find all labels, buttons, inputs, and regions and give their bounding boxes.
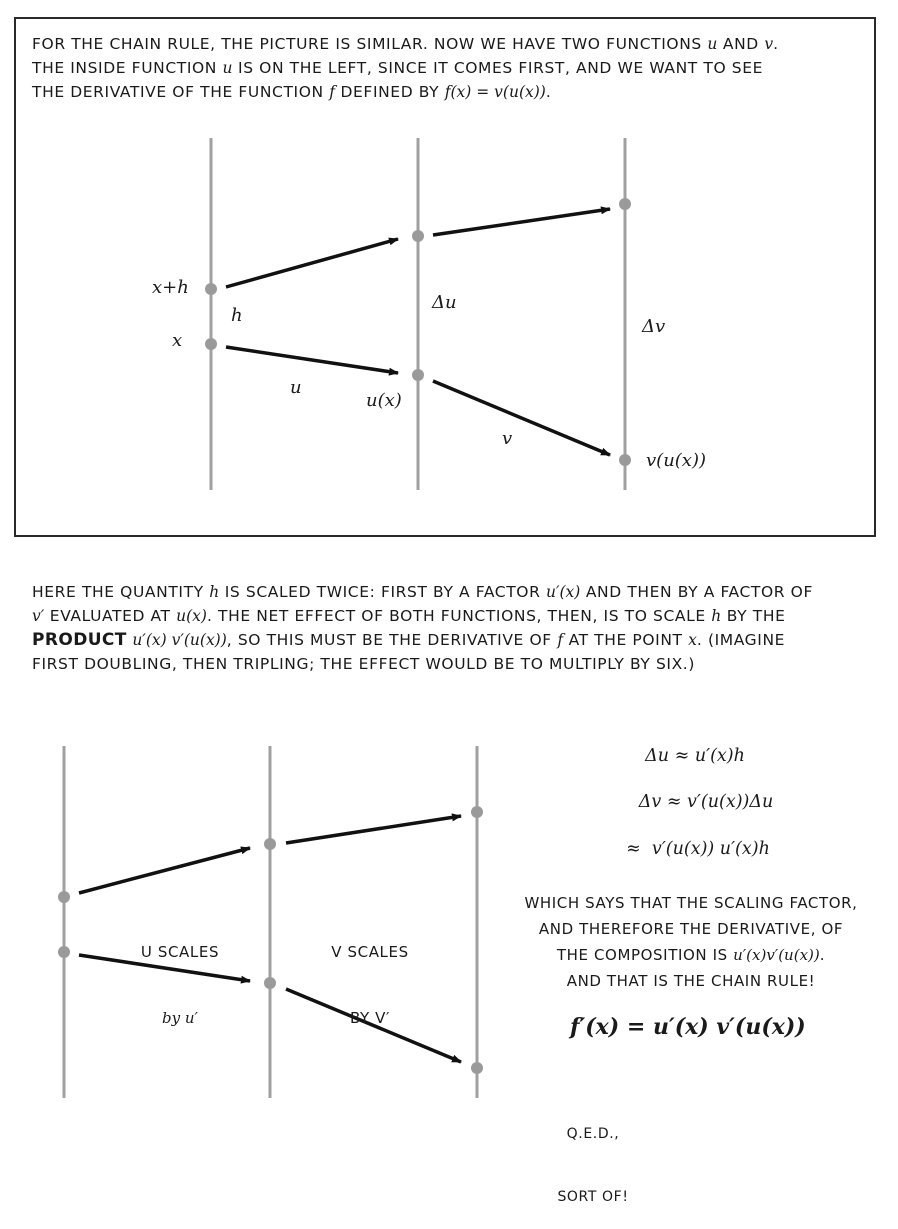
- arrow-p2-upper-2: [286, 816, 461, 843]
- math-expression: f(x) = v(u(x)): [444, 83, 546, 101]
- conclusion-text: [506, 890, 876, 994]
- math-expression: u(x): [176, 607, 207, 625]
- arrow-p2-upper-1: [79, 848, 250, 893]
- point-p2-b: [58, 946, 70, 958]
- math-expression: v: [764, 35, 774, 53]
- label-h: h: [231, 305, 243, 326]
- v-scales-label: [310, 897, 430, 1051]
- arrow-uxh-to-vuxh: [433, 209, 610, 235]
- point-u-x-plus-h: [412, 230, 424, 242]
- math-expression: f: [557, 631, 564, 649]
- equation-2: Δv ≈ v′(u(x))Δu: [638, 792, 774, 812]
- label-u: u: [290, 377, 302, 398]
- math-expression: x: [688, 631, 697, 649]
- label-delta-u: Δu: [432, 292, 457, 313]
- final-formula: f′(x) = u′(x) v′(u(x)): [570, 1014, 806, 1040]
- v-scales-line-2: BY V′: [349, 1009, 391, 1027]
- label-v: v: [502, 428, 513, 449]
- u-scales-line-2: by u′: [162, 1009, 198, 1027]
- conclusion-line-3: THE COMPOSITION IS u′(x)v′(u(x)).: [556, 946, 826, 964]
- middle-caption-line-1: HERE THE QUANTITY h IS SCALED TWICE: FIRST BY A FACTOR u′(x) AND THEN BY A FACTOR OF: [32, 583, 813, 601]
- middle-caption-line-4: FIRST DOUBLING, THEN TRIPLING; THE EFFECT WOULD BE TO MULTIPLY BY SIX.): [32, 655, 695, 673]
- middle-caption: [32, 580, 813, 676]
- conclusion-line-1: WHICH SAYS THAT THE SCALING FACTOR,: [524, 894, 858, 912]
- equation-1: Δu ≈ u′(x)h: [645, 746, 745, 766]
- arrow-x-to-ux: [226, 347, 398, 373]
- math-expression: u′(x): [545, 583, 581, 601]
- u-scales-label: [120, 897, 240, 1051]
- label-v-of-u-of-x: v(u(x)): [646, 450, 707, 471]
- u-scales-line-1: U SCALES: [140, 943, 220, 961]
- emphasis-text: PRODUCT: [32, 630, 127, 650]
- point-v-u-x: [619, 454, 631, 466]
- label-x: x: [172, 330, 183, 351]
- equation-3: ≈ v′(u(x)) u′(x)h: [626, 839, 770, 859]
- panel1-caption-line-1: FOR THE CHAIN RULE, THE PICTURE IS SIMILAR. NOW WE HAVE TWO FUNCTIONS u AND v.: [32, 35, 779, 53]
- point-x-plus-h: [205, 283, 217, 295]
- math-expression: v′: [32, 607, 45, 625]
- point-p2-c: [264, 838, 276, 850]
- point-p2-e: [471, 806, 483, 818]
- label-u-of-x: u(x): [366, 390, 402, 411]
- panel1-caption-line-3: THE DERIVATIVE OF THE FUNCTION f DEFINED BY f(x) = v(u(x)).: [32, 83, 552, 101]
- qed-line-1: Q.E.D.,: [566, 1126, 620, 1142]
- label-x-plus-h: x+h: [152, 277, 189, 298]
- point-v-upper: [619, 198, 631, 210]
- math-expression: u: [222, 59, 233, 77]
- point-p2-d: [264, 977, 276, 989]
- panel1-caption-line-2: THE INSIDE FUNCTION u IS ON THE LEFT, SINCE IT COMES FIRST, AND WE WANT TO SEE: [32, 59, 764, 77]
- math-expression: u′(x)v′(u(x)): [733, 946, 820, 964]
- middle-caption-line-3: PRODUCT u′(x) v′(u(x)), SO THIS MUST BE THE DERIVATIVE OF f AT THE POINT x. (IMAGINE: [32, 630, 786, 650]
- middle-caption-line-2: v′ EVALUATED AT u(x). THE NET EFFECT OF BOTH FUNCTIONS, THEN, IS TO SCALE h BY THE: [32, 607, 786, 625]
- math-expression: f: [329, 83, 335, 101]
- conclusion-line-2: AND THEREFORE THE DERIVATIVE, OF: [538, 920, 844, 938]
- qed-line-2: SORT OF!: [557, 1189, 629, 1205]
- v-scales-line-1: V SCALES: [331, 943, 409, 961]
- label-delta-v: Δv: [642, 316, 666, 337]
- point-p2-f: [471, 1062, 483, 1074]
- arrow-xh-to-uxh: [226, 239, 398, 287]
- math-expression: u′(x) v′(u(x)): [132, 631, 227, 649]
- conclusion-line-4: AND THAT IS THE CHAIN RULE!: [566, 972, 816, 990]
- arrow-ux-to-vux: [433, 381, 610, 455]
- qed-note: [540, 1082, 646, 1229]
- point-u-x: [412, 369, 424, 381]
- point-x: [205, 338, 217, 350]
- math-expression: u: [707, 35, 718, 53]
- point-p2-a: [58, 891, 70, 903]
- math-expression: h: [711, 607, 722, 625]
- math-expression: h: [209, 583, 220, 601]
